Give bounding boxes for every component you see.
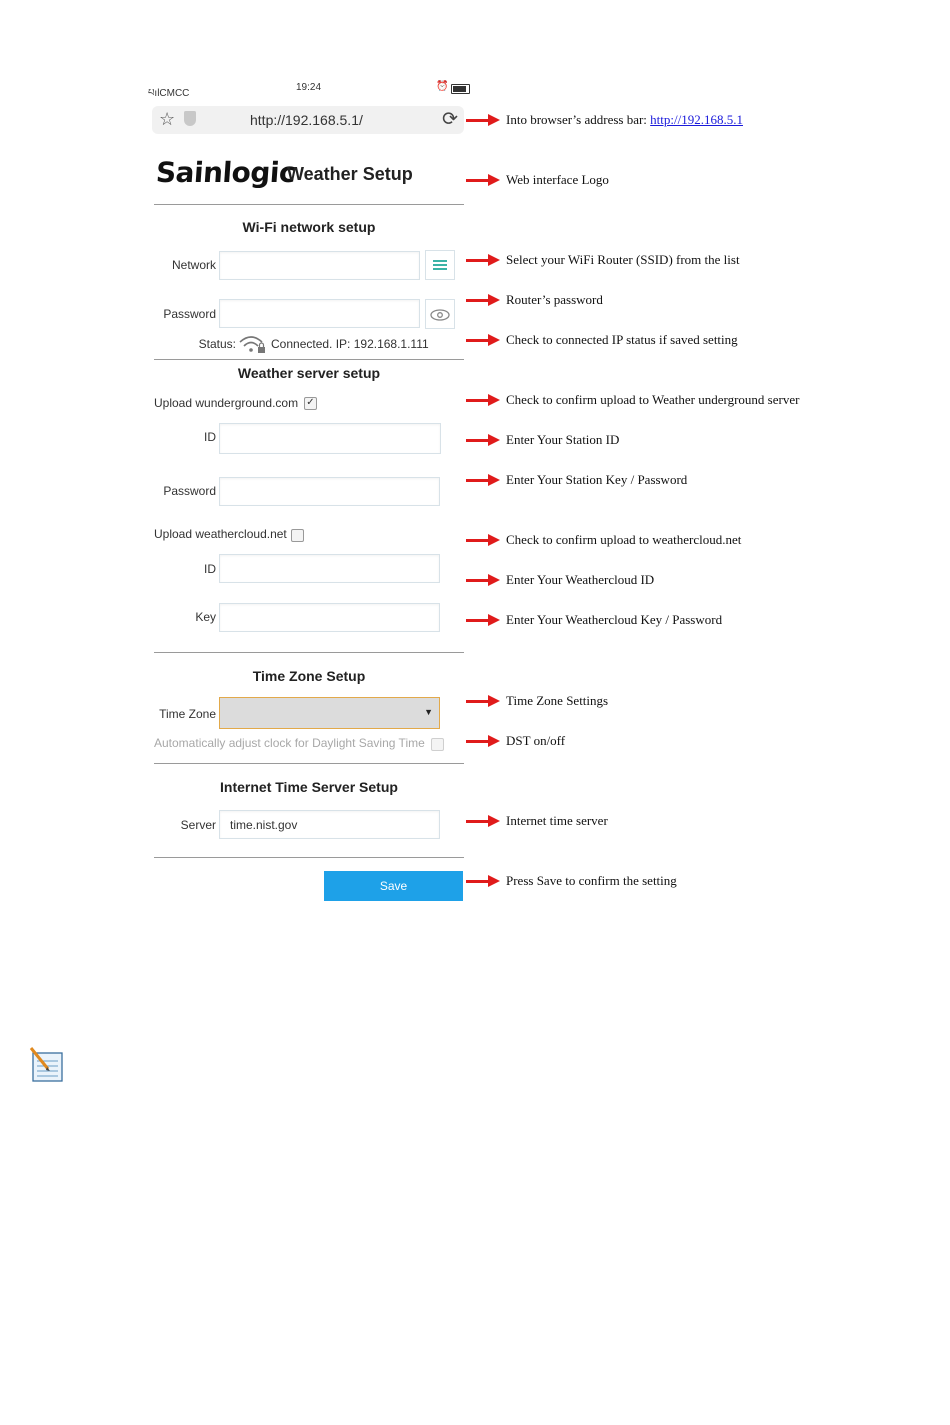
time-zone-section-title: Time Zone Setup bbox=[252, 668, 366, 684]
time-server-input[interactable]: time.nist.gov bbox=[219, 810, 440, 839]
wifi-section-title: Wi-Fi network setup bbox=[242, 219, 376, 235]
arrow-icon bbox=[466, 739, 500, 743]
note-weathercloud-key: Enter Your Weathercloud Key / Password bbox=[506, 612, 723, 627]
logo-subtitle: Weather Setup bbox=[287, 164, 413, 184]
note-router-password: Router’s password bbox=[506, 292, 603, 307]
note-logo: Web interface Logo bbox=[506, 172, 609, 187]
divider bbox=[154, 652, 464, 653]
show-password-button[interactable] bbox=[425, 299, 455, 329]
reload-icon[interactable]: ⟳ bbox=[442, 109, 458, 130]
divider bbox=[154, 204, 464, 205]
arrow-icon bbox=[466, 699, 500, 703]
address-url[interactable]: http://192.168.5.1/ bbox=[250, 112, 363, 128]
divider bbox=[154, 763, 464, 764]
weather-server-section-title: Weather server setup bbox=[237, 365, 381, 381]
clock-time: 19:24 bbox=[296, 82, 322, 93]
notepad-icon bbox=[28, 1045, 64, 1083]
arrow-icon bbox=[466, 178, 500, 182]
browser-address-bar[interactable] bbox=[152, 106, 464, 134]
divider bbox=[154, 359, 464, 360]
note-ssid: Select your WiFi Router (SSID) from the list bbox=[506, 252, 740, 267]
sainlogic-logo: Sainlogic bbox=[154, 156, 297, 189]
server-label: Server bbox=[180, 818, 216, 832]
divider bbox=[154, 857, 464, 858]
save-button[interactable]: Save bbox=[324, 871, 463, 901]
time-server-section-title: Internet Time Server Setup bbox=[220, 779, 398, 795]
network-list-button[interactable] bbox=[425, 250, 455, 280]
note-weathercloud: Check to confirm upload to weathercloud.net bbox=[506, 532, 742, 547]
note-time-zone: Time Zone Settings bbox=[506, 693, 609, 708]
carrier-label: པılCMCC bbox=[148, 88, 190, 99]
arrow-icon bbox=[466, 618, 500, 622]
note-wunderground: Check to confirm upload to Weather underground server bbox=[506, 392, 800, 407]
weathercloud-key-label: Key bbox=[195, 610, 216, 624]
weathercloud-label: Upload weathercloud.net bbox=[154, 527, 287, 541]
time-zone-select[interactable] bbox=[219, 697, 440, 729]
list-icon bbox=[426, 251, 454, 279]
note-address-prefix: Into browser’s address bar: bbox=[506, 112, 651, 127]
time-zone-label: Time Zone bbox=[159, 707, 216, 721]
arrow-icon bbox=[466, 398, 500, 402]
weathercloud-key-input[interactable] bbox=[219, 603, 440, 632]
arrow-icon bbox=[466, 538, 500, 542]
weathercloud-checkbox[interactable] bbox=[291, 529, 304, 542]
status-label: Status: bbox=[198, 337, 236, 351]
bookmark-star-icon[interactable]: ☆ bbox=[159, 109, 176, 129]
station-password-input[interactable] bbox=[219, 477, 440, 506]
phone-status-bar bbox=[148, 81, 468, 99]
dropdown-caret-icon: ▼ bbox=[424, 707, 433, 717]
dst-checkbox[interactable] bbox=[431, 738, 444, 751]
note-status: Check to connected IP status if saved setting bbox=[506, 332, 738, 347]
note-station-id: Enter Your Station ID bbox=[506, 432, 620, 447]
wifi-password-input[interactable] bbox=[219, 299, 420, 328]
arrow-icon bbox=[466, 118, 500, 122]
arrow-icon bbox=[466, 478, 500, 482]
dst-label: Automatically adjust clock for Daylight Saving Time bbox=[154, 736, 425, 750]
arrow-icon bbox=[466, 338, 500, 342]
wifi-password-label: Password bbox=[163, 307, 216, 321]
note-dst: DST on/off bbox=[506, 733, 566, 748]
note-time-server: Internet time server bbox=[506, 813, 608, 828]
arrow-icon bbox=[466, 258, 500, 262]
station-id-label: ID bbox=[204, 430, 216, 444]
wunderground-label: Upload wunderground.com bbox=[154, 396, 299, 410]
station-password-label: Password bbox=[163, 484, 216, 498]
note-station-key: Enter Your Station Key / Password bbox=[506, 472, 688, 487]
note-save: Press Save to confirm the setting bbox=[506, 873, 677, 888]
arrow-icon bbox=[466, 578, 500, 582]
address-link[interactable]: http://192.168.5.1 bbox=[650, 112, 743, 127]
note-address-bar bbox=[506, 112, 743, 128]
eye-icon bbox=[426, 300, 454, 328]
weathercloud-id-input[interactable] bbox=[219, 554, 440, 583]
shield-icon bbox=[184, 111, 196, 126]
arrow-icon bbox=[466, 438, 500, 442]
weathercloud-id-label: ID bbox=[204, 562, 216, 576]
battery-icon bbox=[451, 84, 470, 94]
wunderground-checkbox[interactable]: ✓ bbox=[304, 397, 317, 410]
network-label: Network bbox=[171, 258, 216, 272]
network-input[interactable] bbox=[219, 251, 420, 280]
station-id-input[interactable] bbox=[219, 423, 441, 454]
alarm-icon: ⏰ bbox=[436, 81, 449, 92]
arrow-icon bbox=[466, 819, 500, 823]
note-weathercloud-id: Enter Your Weathercloud ID bbox=[506, 572, 655, 587]
arrow-icon bbox=[466, 298, 500, 302]
wifi-lock-icon bbox=[238, 333, 268, 355]
connection-status-text: Connected. IP: 192.168.1.111 bbox=[271, 337, 429, 351]
arrow-icon bbox=[466, 879, 500, 883]
